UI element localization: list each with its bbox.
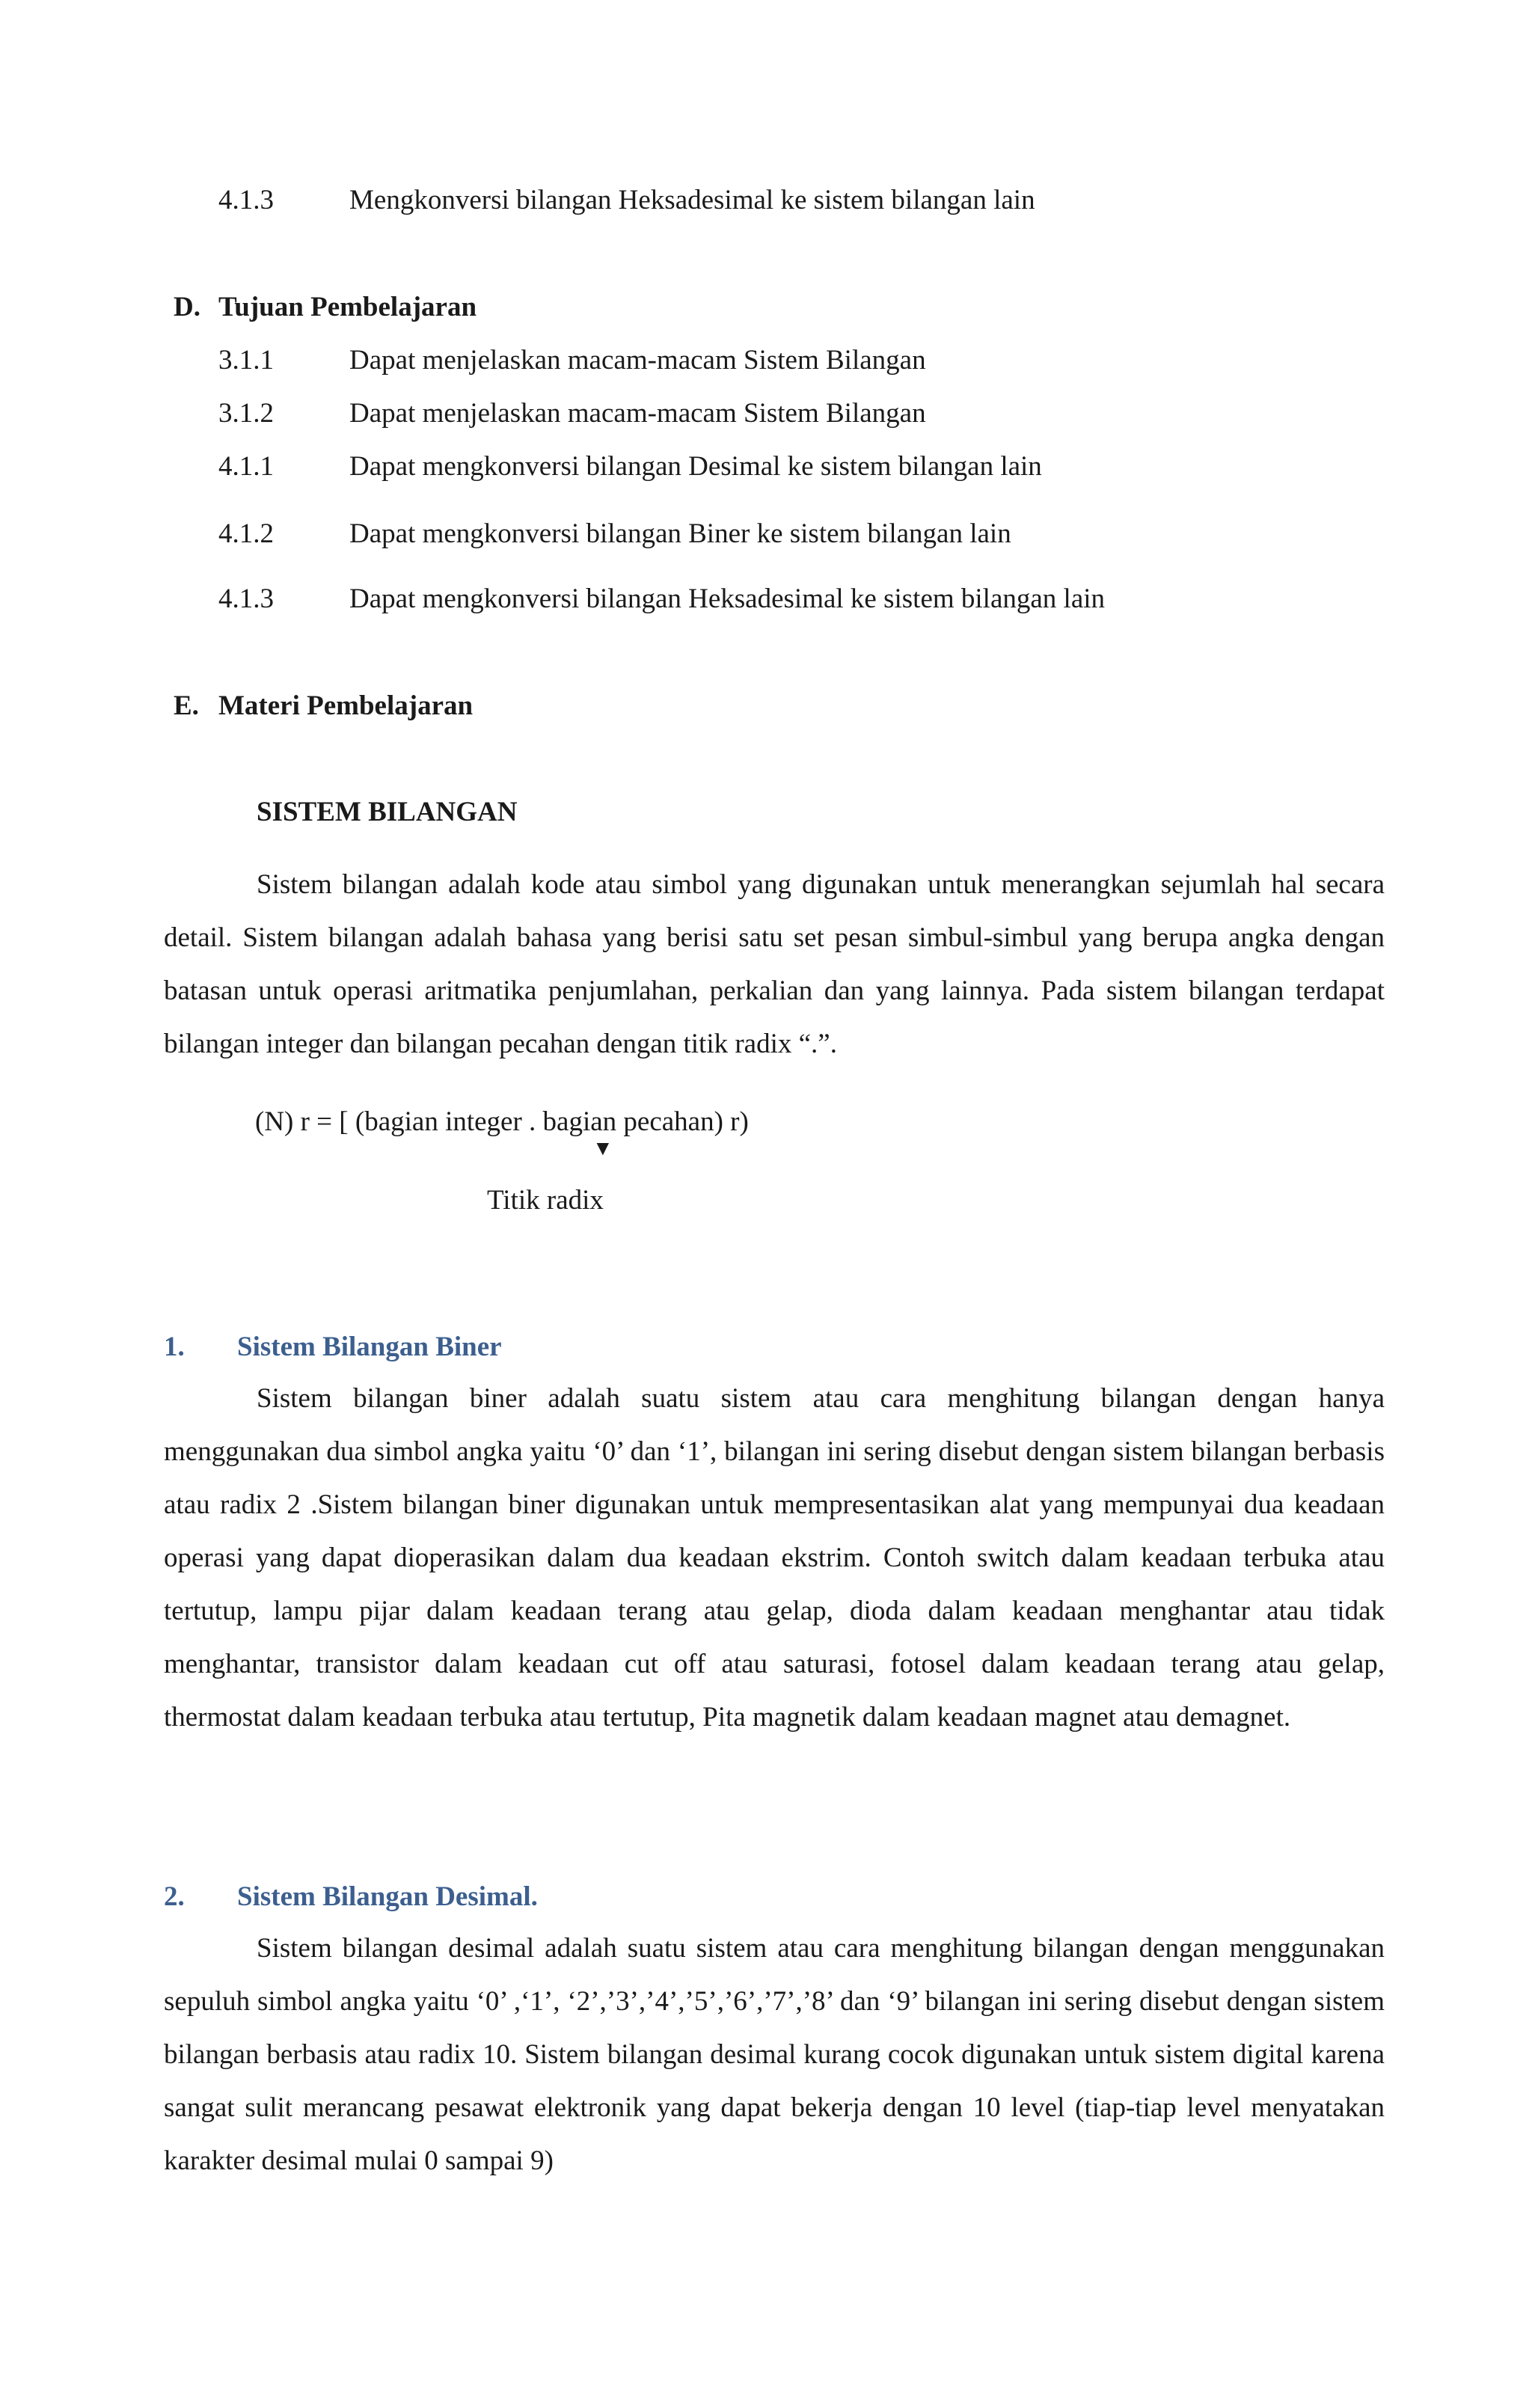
objective-text: Dapat menjelaskan macam-macam Sistem Bilangan (349, 398, 926, 429)
subsection-title-desimal: Sistem Bilangan Desimal. (237, 1881, 538, 1912)
radix-formula: (N) r = [ (bagian integer . bagian pecahan) r) (255, 1106, 749, 1137)
biner-paragraph: Sistem bilangan biner adalah suatu sistem atau cara menghitung bilangan dengan hanya menggunakan dua simbol angka yaitu ‘0’ dan ‘1’, bilangan ini sering disebut dengan sistem bilangan berbasis atau radix 2 .Sistem bilangan biner digunakan untuk mempresentasikan alat yang mempunyai dua keadaan operasi yang dapat dioperasikan dalam dua keadaan ekstrim. Contoh switch dalam keadaan terbuka atau tertutup, lampu pijar dalam keadaan terang atau gelap, dioda dalam keadaan menghantar atau tidak menghantar, transistor dalam keadaan cut off atau saturasi, fotosel dalam keadaan terang atau gelap, thermostat dalam keadaan terbuka atau tertutup, Pita magnetik dalam keadaan magnet atau demagnet. (164, 1383, 1385, 1733)
objective-number: 4.1.3 (218, 583, 274, 614)
desimal-paragraph: Sistem bilangan desimal adalah suatu sistem atau cara menghitung bilangan dengan menggunakan sepuluh simbol angka yaitu ‘0’ ,‘1’, ‘2’,’3’,’4’,’5’,’6’,’7’,’8’ dan ‘9’ bilangan ini sering disebut dengan sistem bilangan berbasis atau radix 10. Sistem bilangan desimal kurang cocok digunakan untuk sistem digital karena sangat sulit merancang pesawat elektronik yang dapat bekerja dengan 10 level (tiap-tiap level menyatakan karakter desimal mulai 0 sampai 9) (164, 1933, 1385, 2176)
subsection-number: 2. (164, 1881, 185, 1912)
section-d-title: Tujuan Pembelajaran (218, 292, 477, 322)
intro-paragraph: Sistem bilangan adalah kode atau simbol yang digunakan untuk menerangkan sejumlah hal secara detail. Sistem bilangan adalah bahasa yang berisi satu set pesan simbul-simbul yang berupa angka dengan batasan untuk operasi aritmatika penjumlahan, perkalian dan yang lainnya. Pada sistem bilangan terdapat bilangan integer dan bilangan pecahan dengan titik radix “.”. (164, 869, 1385, 1059)
objective-text: Dapat menjelaskan macam-macam Sistem Bilangan (349, 345, 926, 376)
section-d-letter: D. (174, 292, 200, 322)
subsection-number: 1. (164, 1332, 185, 1362)
down-arrow-icon: ▼ (592, 1137, 613, 1160)
subtitle-sistem-bilangan: SISTEM BILANGAN (257, 797, 518, 827)
objective-text: Dapat mengkonversi bilangan Desimal ke sistem bilangan lain (349, 451, 1042, 482)
radix-point-label: Titik radix (487, 1185, 604, 1216)
objective-number: 3.1.2 (218, 398, 274, 429)
objective-number: 4.1.1 (218, 451, 274, 482)
top-item-text: Mengkonversi bilangan Heksadesimal ke sistem bilangan lain (349, 185, 1035, 215)
objective-number: 4.1.2 (218, 518, 274, 549)
top-item-number: 4.1.3 (218, 185, 274, 215)
subsection-title-biner: Sistem Bilangan Biner (237, 1332, 502, 1362)
objective-number: 3.1.1 (218, 345, 274, 376)
section-e-letter: E. (174, 690, 199, 721)
objective-text: Dapat mengkonversi bilangan Biner ke sistem bilangan lain (349, 518, 1011, 549)
section-e-title: Materi Pembelajaran (218, 690, 474, 721)
objective-text: Dapat mengkonversi bilangan Heksadesimal ke sistem bilangan lain (349, 583, 1106, 614)
